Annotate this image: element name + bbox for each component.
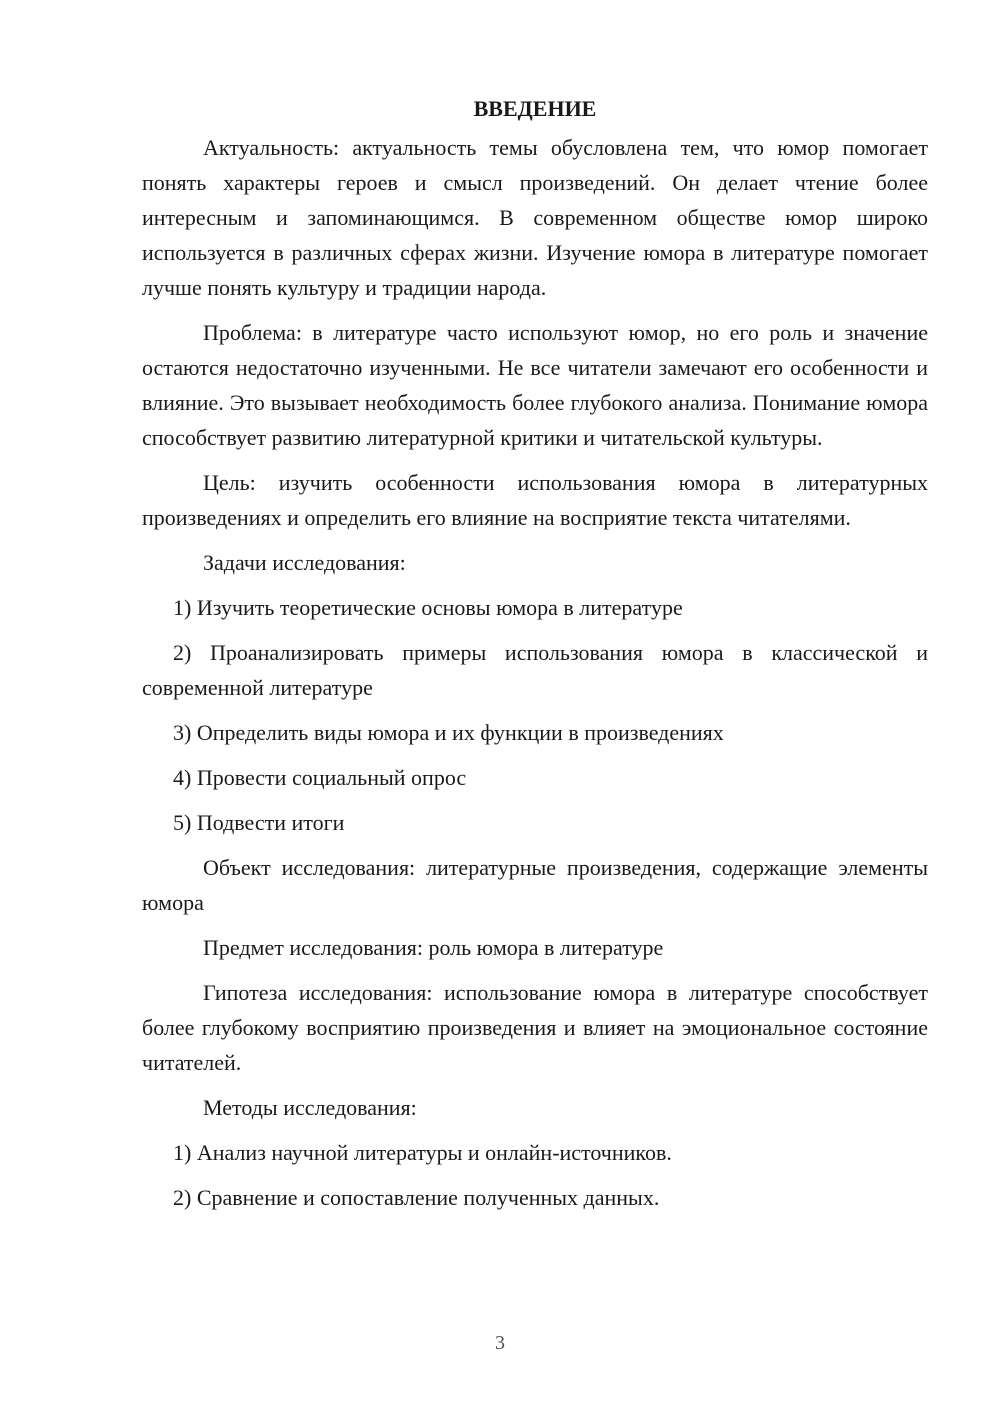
paragraph-methods-heading: Методы исследования:	[203, 1095, 417, 1120]
method-item-2: 2) Сравнение и сопоставление полученных данных.	[173, 1185, 660, 1210]
paragraph-relevance: Актуальность: актуальность темы обусловлена тем, что юмор помогает понять характеры героев и смысл произведений. Он делает чтение более интересным и запоминающимся. В современном обществе юмор широко используется в различных сферах жизни. Изучение юмора в литературе помогает лучше понять культуру и традиции народа.	[142, 135, 928, 300]
paragraph-goal: Цель: изучить особенности использования юмора в литературных произведениях и определить его влияние на восприятие текста читателями.	[142, 470, 928, 530]
task-item-1: 1) Изучить теоретические основы юмора в литературе	[173, 595, 683, 620]
paragraph-object: Объект исследования: литературные произведения, содержащие элементы юмора	[142, 855, 928, 915]
task-item-3: 3) Определить виды юмора и их функции в произведениях	[173, 720, 724, 745]
task-item-4: 4) Провести социальный опрос	[173, 765, 467, 790]
page-title: ВВЕДЕНИЕ	[473, 96, 597, 121]
task-item-5: 5) Подвести итоги	[173, 810, 345, 835]
document-page	[142, 92, 928, 1225]
paragraph-tasks-heading: Задачи исследования:	[203, 550, 406, 575]
task-item-2: 2) Проанализировать примеры использования юмора в классической и современной литературе	[142, 640, 928, 700]
paragraph-subject: Предмет исследования: роль юмора в литературе	[203, 935, 664, 960]
page-number: 3	[495, 1332, 505, 1354]
paragraph-hypothesis: Гипотеза исследования: использование юмора в литературе способствует более глубокому восприятию произведения и влияет на эмоциональное состояние читателей.	[142, 980, 928, 1075]
paragraph-problem: Проблема: в литературе часто используют юмор, но его роль и значение остаются недостаточно изученными. Не все читатели замечают его особенности и влияние. Это вызывает необходимость более глубокого анализа. Понимание юмора способствует развитию литературной критики и читательской культуры.	[142, 320, 928, 450]
method-item-1: 1) Анализ научной литературы и онлайн-источников.	[173, 1140, 672, 1165]
